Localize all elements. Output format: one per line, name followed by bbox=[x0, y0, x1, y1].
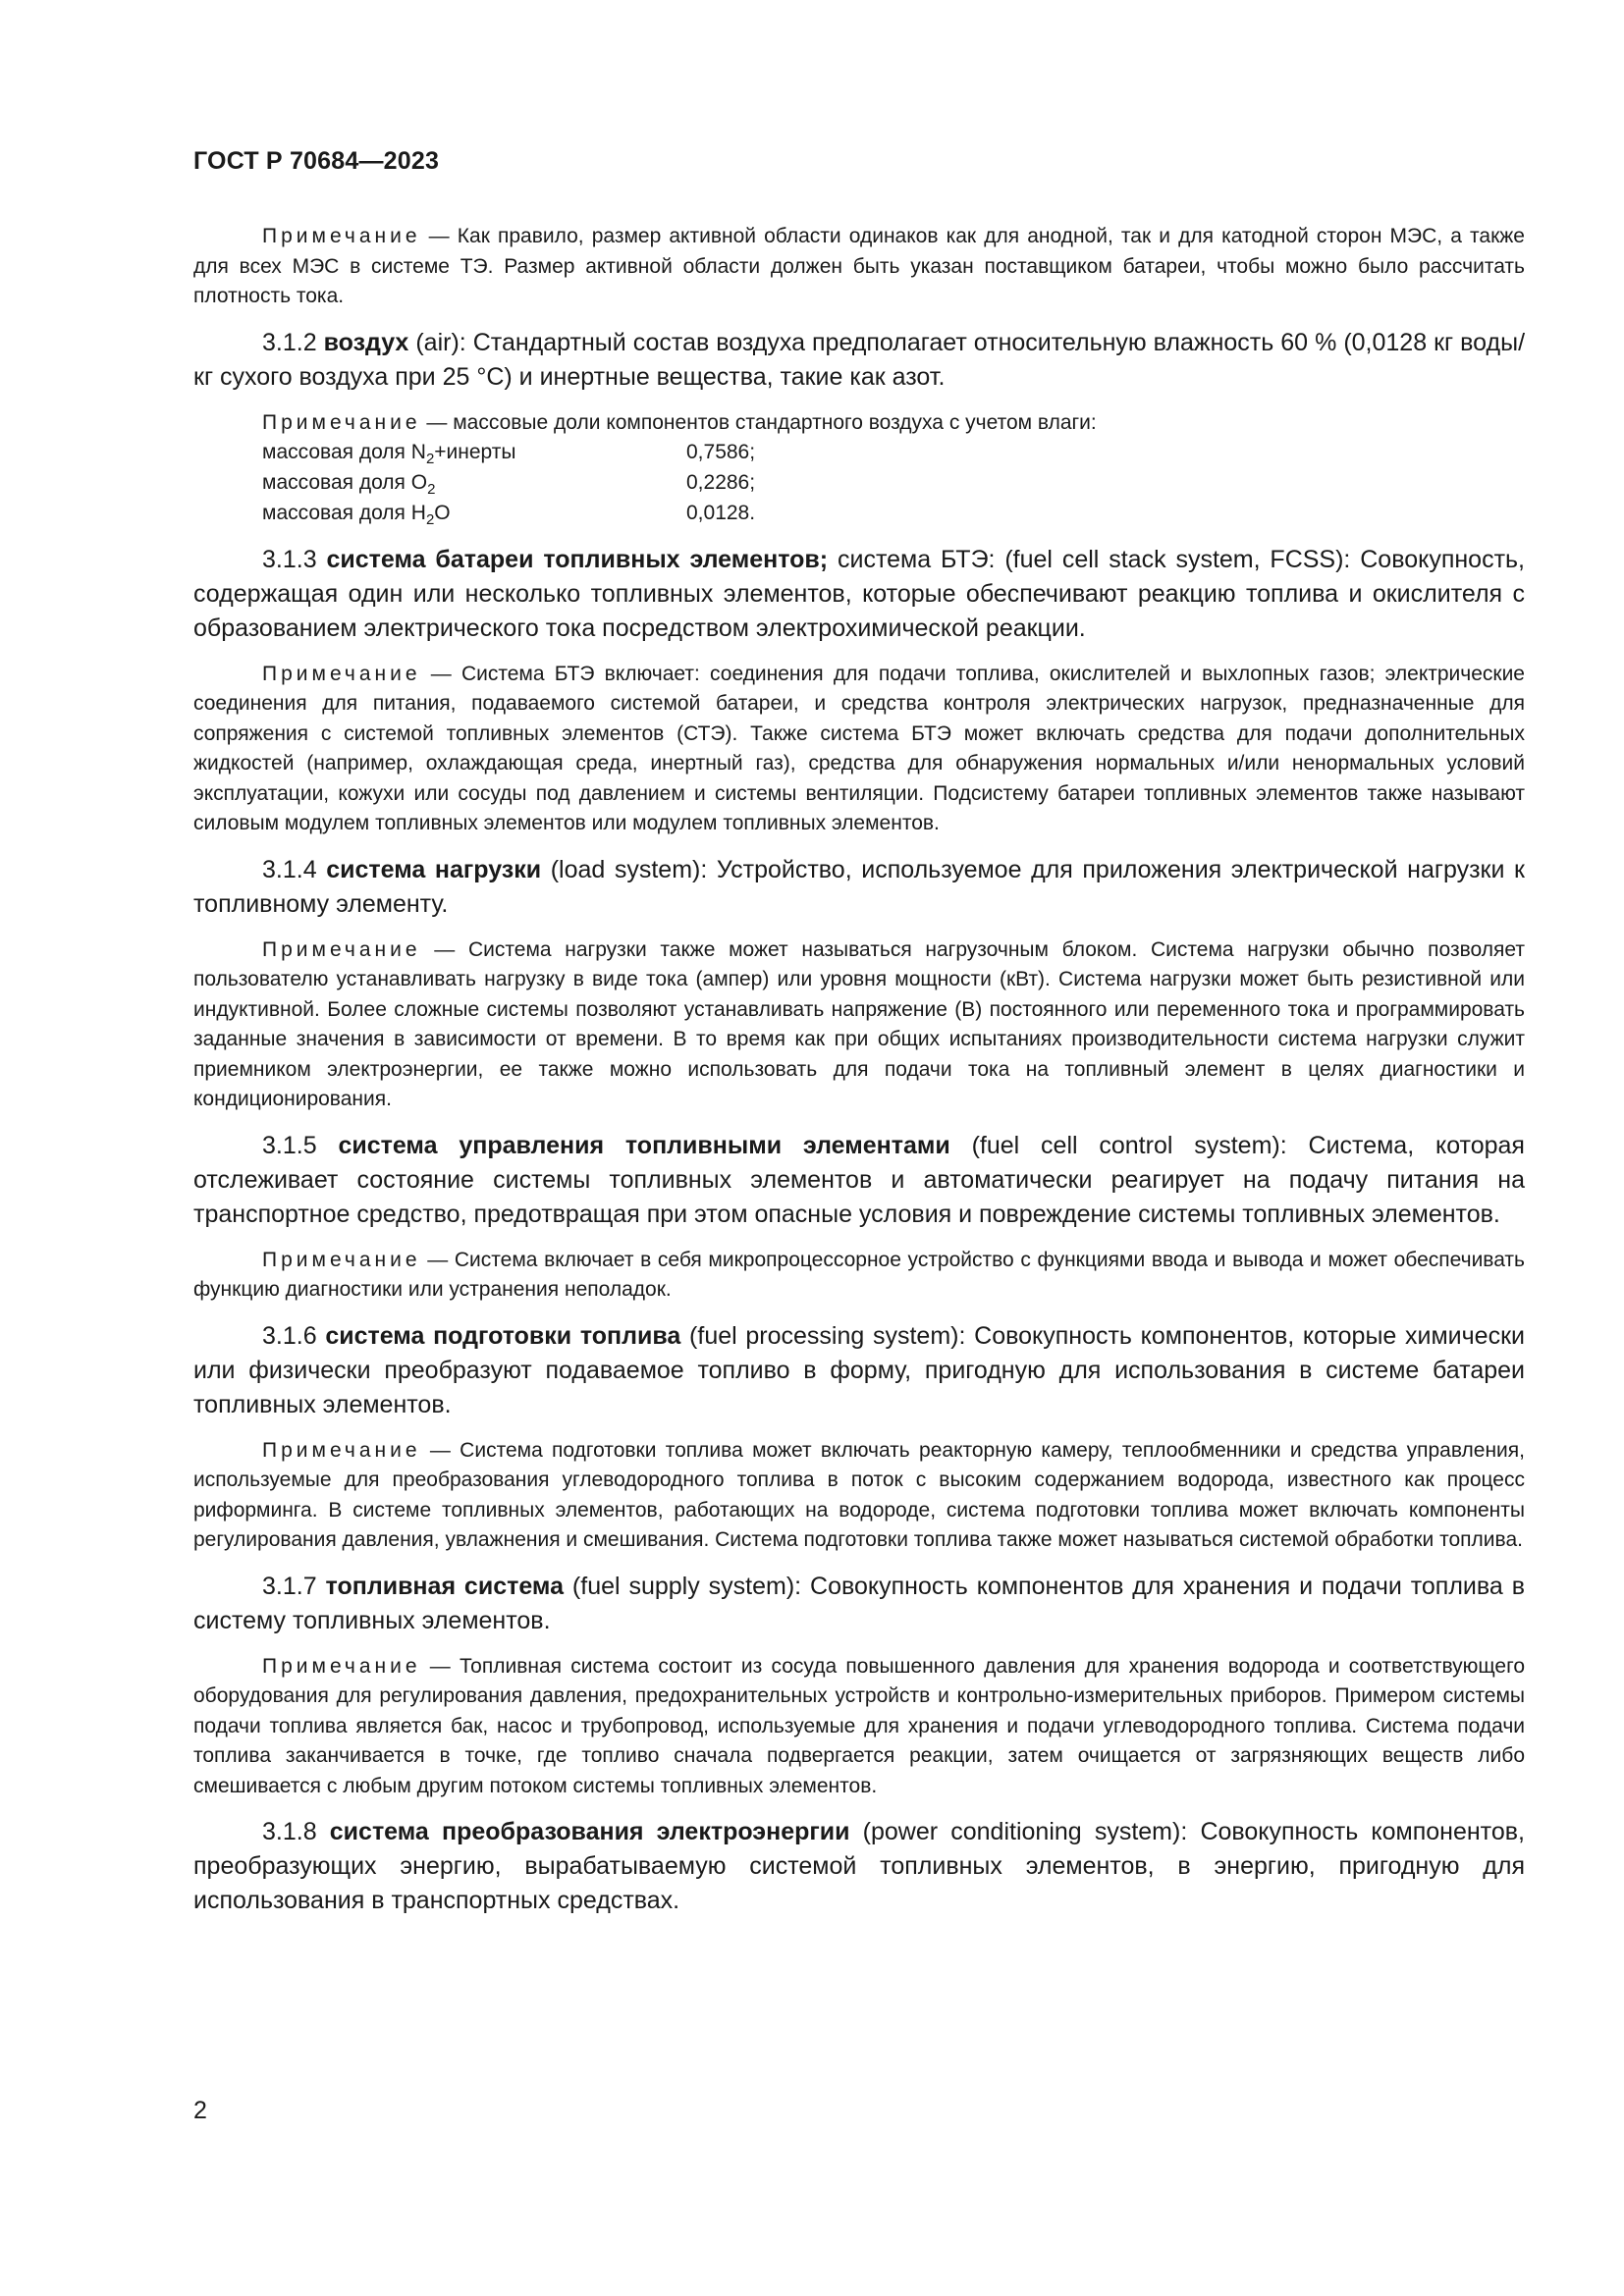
fraction-name: массовая доля $N_2+инерты$ bbox=[262, 441, 516, 467]
term-title: система подготовки топлива bbox=[325, 1321, 681, 1350]
note-label: Примечание bbox=[262, 410, 421, 434]
fraction-name: массовая доля $O_2$ bbox=[262, 471, 436, 498]
term-number: 3.1.8 bbox=[262, 1818, 317, 1845]
term-definition: Стандартный состав воздуха предполагает относительную влажность 60 % (0,0128 кг воды/кг сухого воздуха при 25 °С) и инертные вещества, такие как азот. bbox=[193, 328, 1526, 391]
term-number: 3.1.6 bbox=[262, 1321, 317, 1350]
fraction-value: 0,7586; bbox=[686, 441, 756, 463]
term-3-1-8 bbox=[193, 1815, 1525, 1918]
term-english: (load system): bbox=[550, 855, 708, 883]
term-title: система нагрузки bbox=[326, 855, 542, 883]
term-english: система БТЭ: (fuel cell stack system, FCSS): bbox=[838, 545, 1351, 573]
note-label: Примечание bbox=[262, 1654, 421, 1678]
term-definition: Совокупность, содержащая один или несколько топливных элементов, которые обеспечивают реакцию топлива и окислителя с образованием электрического тока посредством электрохимической реакции. bbox=[193, 545, 1525, 642]
term-definition: Устройство, используемое для приложения электрической нагрузки к топливному элементу. bbox=[193, 855, 1525, 918]
term-3-1-3 bbox=[193, 543, 1525, 646]
term-title: система преобразования электроэнергии bbox=[329, 1818, 850, 1845]
term-definition: Совокупность компонентов для хранения и подачи топлива в систему топливных элементов. bbox=[193, 1572, 1525, 1634]
term-english: (air): bbox=[415, 328, 466, 356]
note-label: Примечание bbox=[262, 1248, 421, 1271]
note-3-1-6 bbox=[193, 1436, 1525, 1556]
term-title: система управления топливными элементами bbox=[338, 1131, 950, 1159]
fraction-name: массовая доля $H_2O$ bbox=[262, 502, 451, 528]
fraction-value: 0,0128. bbox=[686, 502, 756, 524]
term-definition: Совокупность компонентов, которые химически или физически преобразуют подаваемое топливо в форму, пригодную для использования в системе батареи топливных элементов. bbox=[193, 1321, 1525, 1418]
note-label: Примечание bbox=[262, 1438, 421, 1462]
note-text: — Топливная система состоит из сосуда повышенного давления для хранения водорода и соответствующего оборудования для регулирования давления, предохранительных устройств и контрольно-измерительных приборов. Примером системы подачи топлива является бак, насос и трубопровод, используемые для хранения и подачи углеводородного топлива. Система подачи топлива заканчивается в точке, где топливо сначала подвергается реакции, затем очищается от загрязняющих веществ либо смешивается с любым другим потоком системы топливных элементов. bbox=[193, 1654, 1525, 1797]
term-english: (fuel cell control system): bbox=[971, 1131, 1287, 1159]
note-3-1-5 bbox=[193, 1246, 1525, 1306]
term-english: (power conditioning system): bbox=[862, 1818, 1188, 1845]
fraction-value: 0,2286; bbox=[686, 471, 756, 494]
note-3-1-7 bbox=[193, 1652, 1525, 1802]
note-text: — Как правило, размер активной области одинаков как для анодной, так и для катодной сторон МЭС, а также для всех МЭС в системе ТЭ. Размер активной области должен быть указан поставщиком батареи, чтобы можно было рассчитать плотность тока. bbox=[193, 225, 1525, 307]
note-text: — Система нагрузки также может называться нагрузочным блоком. Система нагрузки обычно позволяет пользователю устанавливать нагрузку в виде тока (ампер) или уровня мощности (кВт). Система нагрузки может быть резистивной или индуктивной. Более сложные системы позволяют устанавливать напряжение (В) постоянного или переменного тока и программировать заданные значения в зависимости от времени. В то время как при общих испытаниях производительности система нагрузки служит приемником электроэнергии, ее также можно использовать для подачи тока на топливный элемент в целях диагностики и кондиционирования. bbox=[193, 937, 1525, 1110]
note-label: Примечание bbox=[262, 662, 421, 685]
term-english: (fuel processing system): bbox=[689, 1321, 966, 1350]
note-text: — Система включает в себя микропроцессорное устройство с функциями ввода и вывода и может обеспечивать функцию диагностики или устранения неполадок. bbox=[193, 1248, 1525, 1301]
term-3-1-4 bbox=[193, 853, 1525, 922]
term-number: 3.1.2 bbox=[262, 328, 317, 356]
term-definition: Совокупность компонентов, преобразующих энергию, вырабатываемую системой топливных элементов, в энергию, пригодную для использования в транспортных средствах. bbox=[193, 1818, 1525, 1914]
term-3-1-6 bbox=[193, 1319, 1525, 1422]
term-definition: Система, которая отслеживает состояние системы топливных элементов и автоматически реагирует на подачу питания на транспортное средство, предотвращая при этом опасные условия и повреждение системы топливных элементов. bbox=[193, 1131, 1525, 1228]
note-3-1-4 bbox=[193, 935, 1525, 1115]
fraction-row-n2 bbox=[262, 438, 1525, 468]
note-text: — Система БТЭ включает: соединения для подачи топлива, окислителей и выхлопных газов; электрические соединения для питания, подаваемого системой батареи, и средства контроля электрических нагрузок, предназначенные для сопряжения с системой топливных элементов (СТЭ). Также система БТЭ может включать средства для подачи дополнительных жидкостей (например, охлаждающая среда, инертный газ), средства для обнаружения нормальных и/или ненормальных условий эксплуатации, кожухи или сосуды под давлением и системы вентиляции. Подсистему батареи топливных элементов также называют силовым модулем топливных элементов или модулем топливных элементов. bbox=[193, 662, 1525, 834]
document-body bbox=[193, 222, 1525, 1932]
term-title: топливная система bbox=[325, 1572, 564, 1600]
term-3-1-7 bbox=[193, 1570, 1525, 1638]
term-english: (fuel supply system): bbox=[571, 1572, 802, 1600]
note-label: Примечание bbox=[262, 937, 421, 961]
term-number: 3.1.5 bbox=[262, 1131, 317, 1159]
note-active-area bbox=[193, 222, 1525, 312]
air-mass-fractions bbox=[262, 438, 1525, 529]
note-text: — массовые доли компонентов стандартного воздуха с учетом влаги: bbox=[426, 410, 1097, 434]
term-title: система батареи топливных элементов; bbox=[326, 545, 829, 573]
note-air bbox=[262, 408, 1525, 438]
term-number: 3.1.3 bbox=[262, 545, 317, 573]
note-label: Примечание bbox=[262, 225, 421, 247]
term-number: 3.1.4 bbox=[262, 855, 317, 883]
note-text: — Система подготовки топлива может включать реакторную камеру, теплообменники и средства управления, используемые для преобразования углеводородного топлива в поток с высоким содержанием водорода, известного как процесс риформинга. В системе топливных элементов, работающих на водороде, система подготовки топлива может включать компоненты регулирования давления, увлажнения и смешивания. Система подготовки топлива также может называться системой обработки топлива. bbox=[193, 1438, 1525, 1551]
fraction-row-o2 bbox=[262, 468, 1525, 499]
term-3-1-2 bbox=[193, 326, 1525, 395]
note-3-1-3 bbox=[193, 660, 1525, 839]
document-code-header: ГОСТ Р 70684—2023 bbox=[193, 147, 440, 175]
term-number: 3.1.7 bbox=[262, 1572, 317, 1600]
term-3-1-5 bbox=[193, 1129, 1525, 1232]
fraction-row-h2o bbox=[262, 499, 1525, 529]
term-title: воздух bbox=[323, 328, 409, 356]
page-number: 2 bbox=[193, 2097, 207, 2124]
